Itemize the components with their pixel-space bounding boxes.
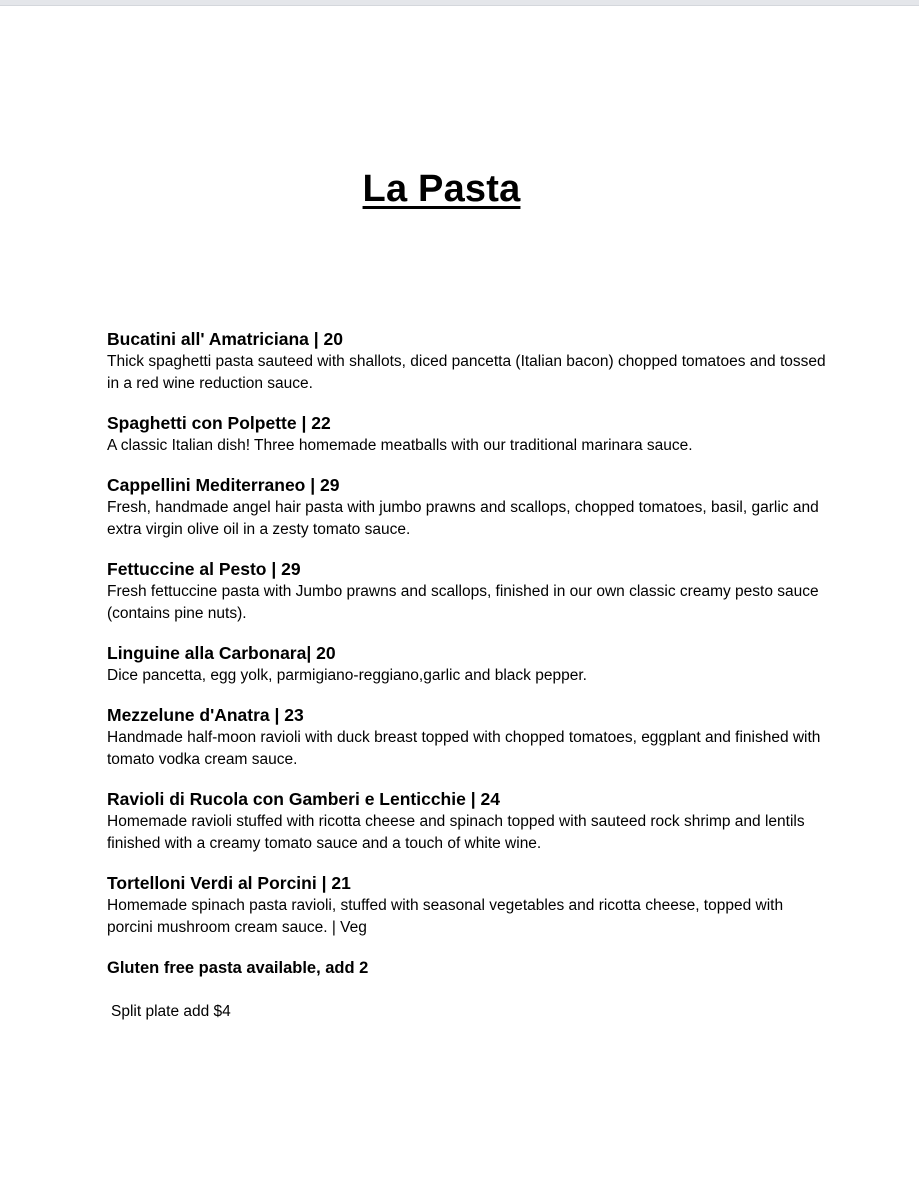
menu-item (107, 412, 827, 457)
menu-item-name: Cappellini Mediterraneo | 29 (107, 475, 340, 495)
menu-item-description: Homemade spinach pasta ravioli, stuffed with seasonal vegetables and ricotta cheese, topped with porcini mushroom cream sauce. | Veg (107, 897, 784, 936)
menu-item-description: A classic Italian dish! Three homemade meatballs with our traditional marinara sauce. (107, 437, 693, 454)
menu-item-name: Bucatini all' Amatriciana | 20 (107, 329, 343, 349)
menu-item-description: Dice pancetta, egg yolk, parmigiano-reggiano,garlic and black pepper. (107, 667, 587, 684)
menu-item-description: Homemade ravioli stuffed with ricotta cheese and spinach topped with sauteed rock shrimp and lentils finished with a creamy tomato sauce and a touch of white wine. (107, 813, 805, 852)
menu-item (107, 474, 827, 541)
gluten-free-note: Gluten free pasta available, add 2 (107, 959, 369, 977)
menu-item-description: Fresh fettuccine pasta with Jumbo prawns and scallops, finished in our own classic creamy pesto sauce (contains pine nuts). (107, 583, 819, 622)
menu-item (107, 704, 827, 771)
menu-list (107, 328, 827, 1023)
menu-item-description: Fresh, handmade angel hair pasta with jumbo prawns and scallops, chopped tomatoes, basil, garlic and extra virgin olive oil in a zesty tomato sauce. (107, 499, 819, 538)
menu-item-name: Linguine alla Carbonara| 20 (107, 643, 336, 663)
menu-item (107, 328, 827, 395)
menu-item-description: Handmade half-moon ravioli with duck breast topped with chopped tomatoes, eggplant and finished with tomato vodka cream sauce. (107, 729, 821, 768)
menu-item (107, 872, 827, 939)
menu-item-name: Mezzelune d'Anatra | 23 (107, 705, 304, 725)
menu-item (107, 558, 827, 625)
page-title: La Pasta (362, 168, 521, 210)
menu-item (107, 642, 827, 687)
menu-item-name: Ravioli di Rucola con Gamberi e Lenticchie | 24 (107, 789, 500, 809)
menu-item-description: Thick spaghetti pasta sauteed with shallots, diced pancetta (Italian bacon) chopped tomatoes and tossed in a red wine reduction sauce. (107, 353, 826, 392)
menu-item-name: Fettuccine al Pesto | 29 (107, 559, 301, 579)
menu-item (107, 788, 827, 855)
menu-item-name: Spaghetti con Polpette | 22 (107, 413, 331, 433)
split-plate-note: Split plate add $4 (111, 1003, 231, 1020)
menu-item-name: Tortelloni Verdi al Porcini | 21 (107, 873, 351, 893)
